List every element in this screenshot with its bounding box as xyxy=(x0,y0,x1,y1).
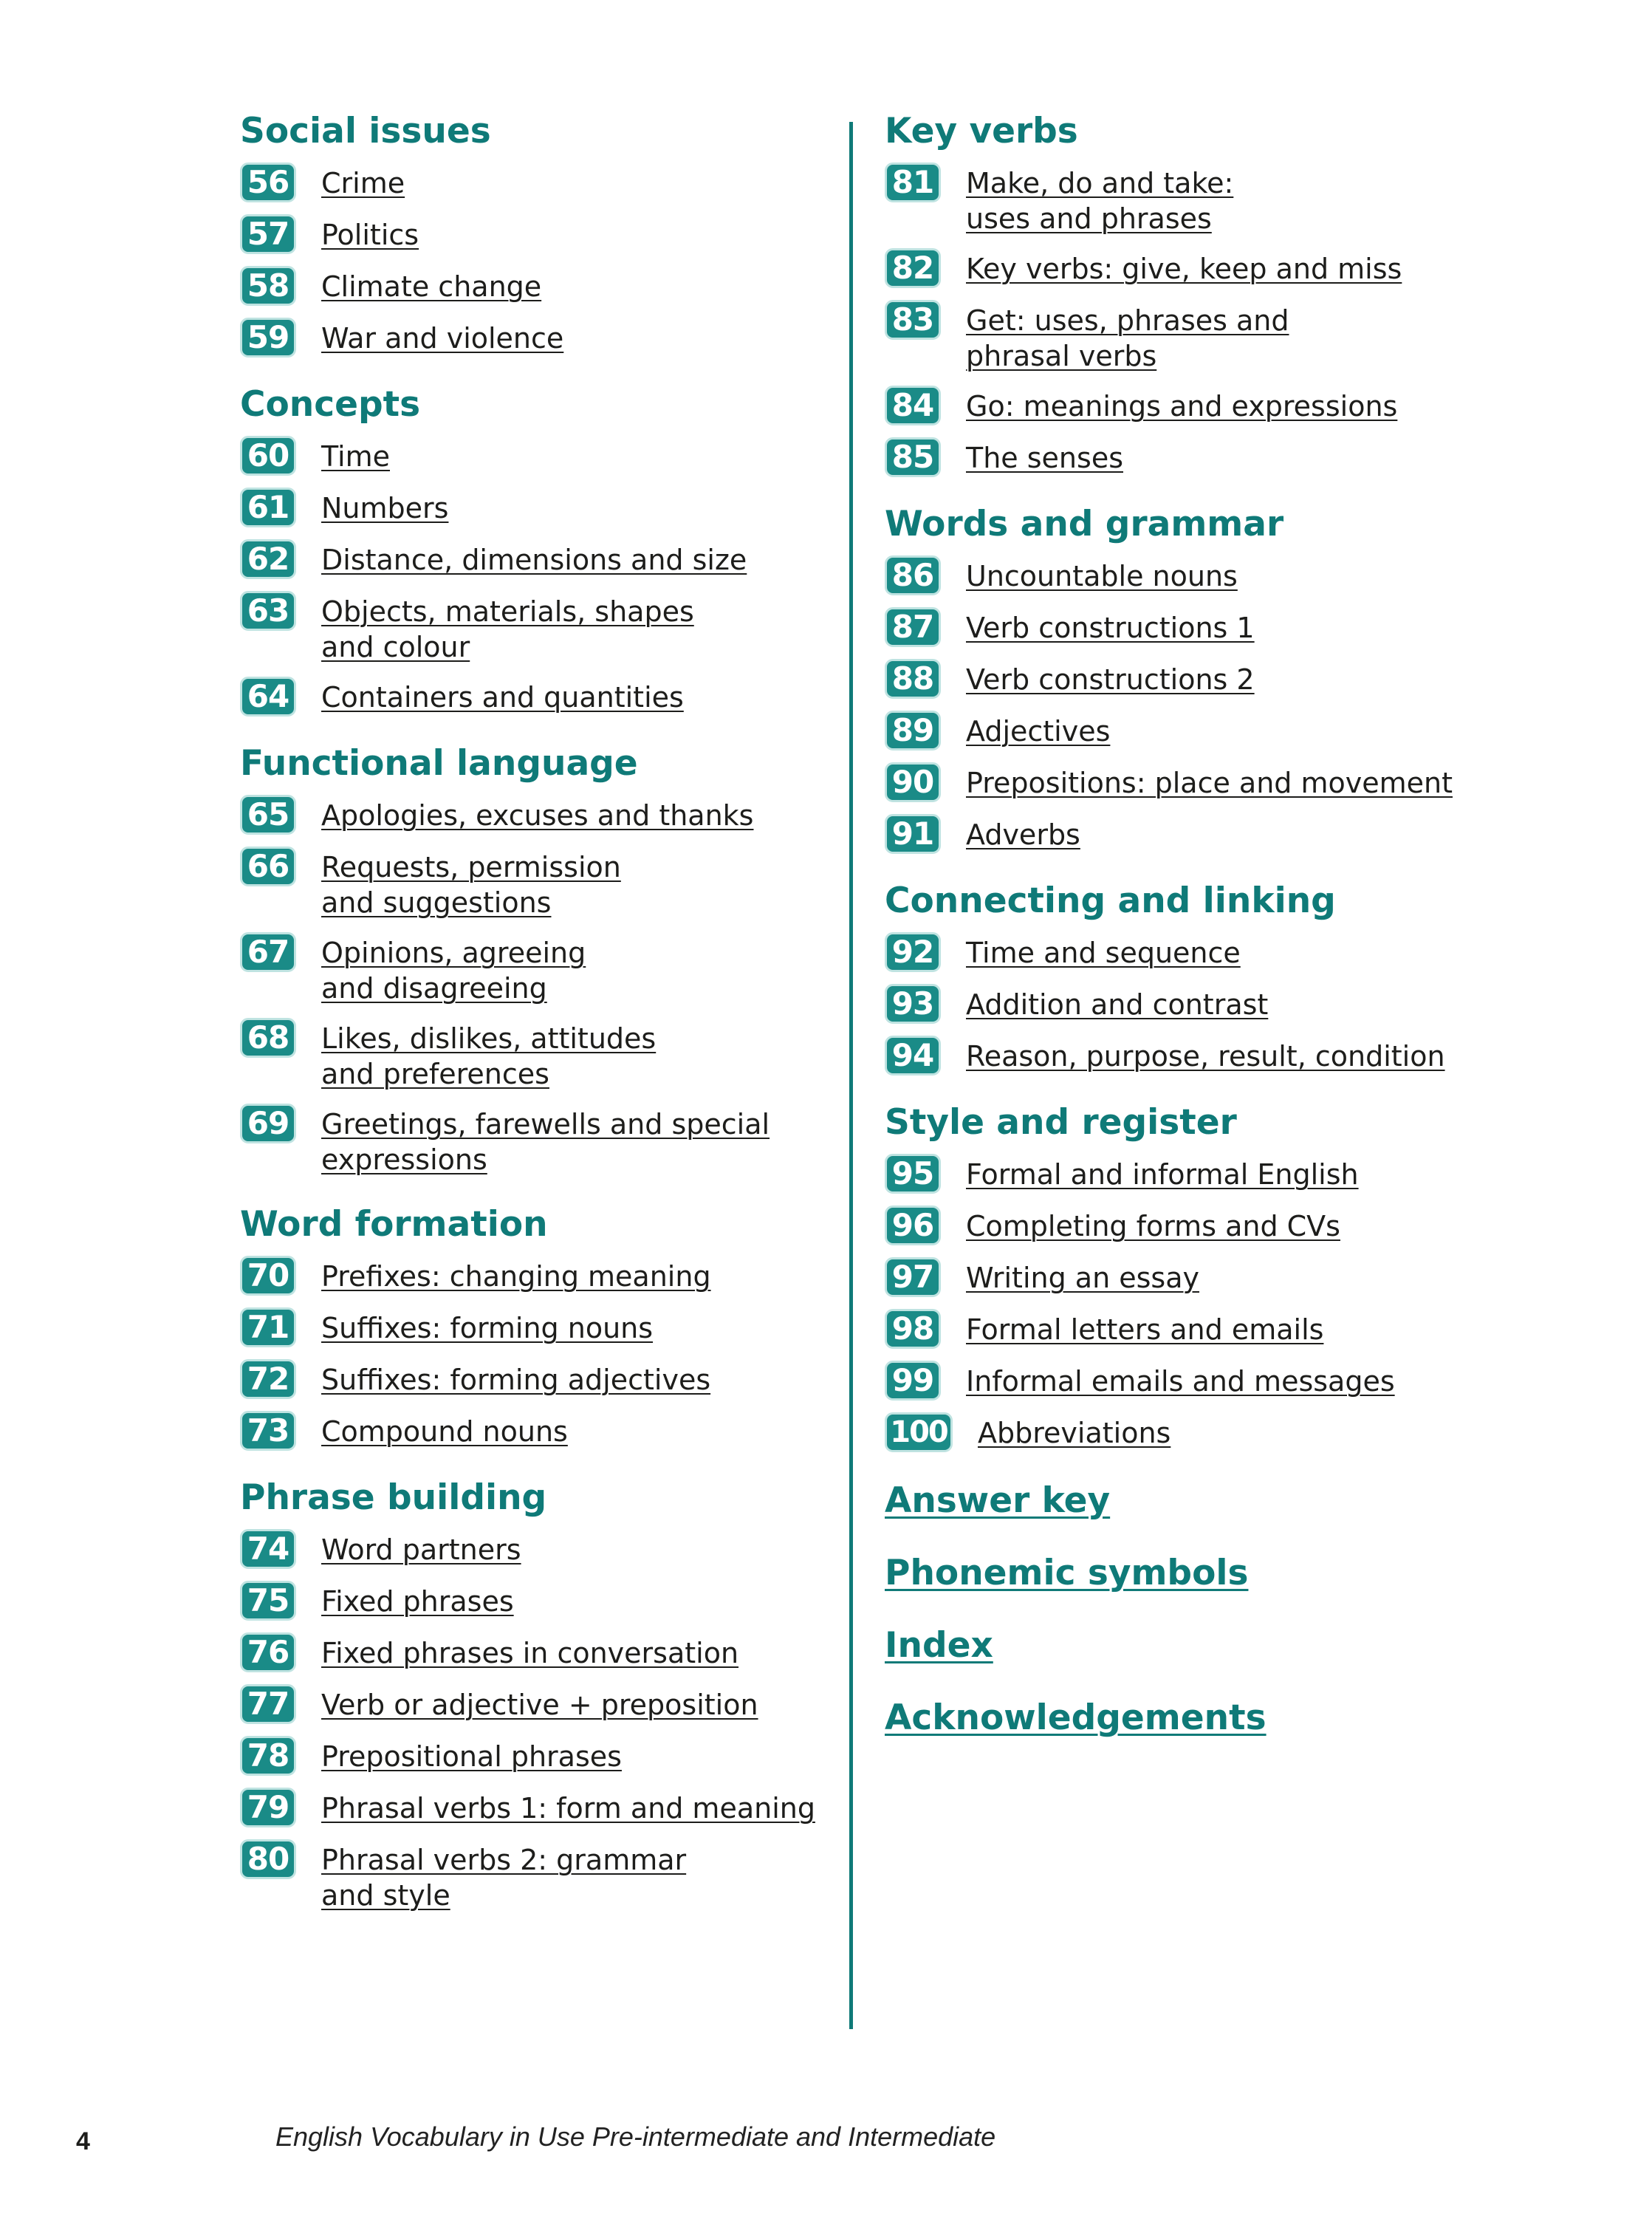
unit-title[interactable] xyxy=(321,436,390,474)
unit-title-line: Reason, purpose, result, condition xyxy=(966,1040,1445,1073)
unit-81-link[interactable] xyxy=(885,163,1476,236)
unit-title-line: Formal letters and emails xyxy=(966,1313,1324,1346)
unit-number-badge: 80 xyxy=(240,1839,296,1879)
unit-number-badge: 70 xyxy=(240,1256,296,1296)
unit-title-line: and preferences xyxy=(321,1058,549,1090)
unit-title-line: Suffixes: forming nouns xyxy=(321,1312,654,1344)
unit-title-line: Apologies, excuses and thanks xyxy=(321,799,754,832)
unit-number-badge: 82 xyxy=(885,248,941,288)
unit-number-badge: 93 xyxy=(885,984,941,1024)
unit-title-line: Adverbs xyxy=(966,818,1080,851)
unit-number-badge: 76 xyxy=(240,1632,296,1672)
unit-title-line: Verb or adjective + preposition xyxy=(321,1689,758,1721)
unit-63-link[interactable] xyxy=(240,591,831,665)
unit-title-line: Greetings, farewells and special xyxy=(321,1108,770,1141)
unit-title[interactable] xyxy=(966,1154,1359,1192)
unit-90-link[interactable] xyxy=(885,762,1476,802)
unit-number-badge: 74 xyxy=(240,1529,296,1569)
unit-number-badge: 92 xyxy=(885,932,941,972)
unit-title[interactable] xyxy=(966,555,1238,594)
unit-title-line: expressions xyxy=(321,1143,487,1176)
unit-title-line: Objects, materials, shapes xyxy=(321,595,694,628)
unit-title-line: Time and sequence xyxy=(966,937,1241,969)
unit-title-line: War and violence xyxy=(321,322,564,355)
unit-number-badge: 94 xyxy=(885,1036,941,1075)
unit-88-link[interactable] xyxy=(885,659,1476,699)
unit-75-link[interactable] xyxy=(240,1581,831,1621)
unit-60-link[interactable] xyxy=(240,436,831,476)
section-title: Style and register xyxy=(885,1102,1237,1143)
unit-title[interactable] xyxy=(321,1839,686,1913)
unit-title-line: Prepositions: place and movement xyxy=(966,767,1453,799)
unit-number-badge: 56 xyxy=(240,163,296,202)
unit-title-line: Completing forms and CVs xyxy=(966,1210,1340,1242)
unit-title-line: Phrasal verbs 2: grammar xyxy=(321,1844,687,1876)
unit-97-link[interactable] xyxy=(885,1257,1476,1297)
unit-title[interactable] xyxy=(321,591,694,665)
unit-title[interactable] xyxy=(321,163,405,201)
unit-title-line: Suffixes: forming adjectives xyxy=(321,1364,711,1396)
unit-title[interactable] xyxy=(321,847,621,920)
unit-number-badge: 68 xyxy=(240,1018,296,1058)
unit-title[interactable] xyxy=(321,266,541,304)
unit-title[interactable] xyxy=(321,1104,770,1177)
section-title: Phrase building xyxy=(240,1477,547,1518)
unit-title[interactable] xyxy=(966,932,1241,971)
unit-69-link[interactable] xyxy=(240,1104,831,1177)
unit-title[interactable] xyxy=(966,984,1268,1022)
unit-number-badge: 87 xyxy=(885,607,941,647)
unit-number-badge: 84 xyxy=(885,386,941,425)
unit-82-link[interactable] xyxy=(885,248,1476,288)
unit-title-line: Get: uses, phrases and xyxy=(966,304,1289,337)
unit-title[interactable] xyxy=(966,1361,1395,1399)
unit-98-link[interactable] xyxy=(885,1309,1476,1349)
contents-left-column xyxy=(240,111,831,1925)
unit-title-line: Key verbs: give, keep and miss xyxy=(966,253,1402,285)
unit-number-badge: 77 xyxy=(240,1684,296,1724)
unit-62-link[interactable] xyxy=(240,539,831,579)
unit-title-line: and style xyxy=(321,1879,450,1912)
unit-title[interactable] xyxy=(321,1529,521,1567)
unit-number-badge: 66 xyxy=(240,847,296,886)
unit-100-link[interactable] xyxy=(885,1412,1476,1452)
end-links xyxy=(885,1480,1476,1739)
unit-title-line: Adjectives xyxy=(966,715,1111,748)
unit-number-badge: 64 xyxy=(240,677,296,717)
unit-number-badge: 59 xyxy=(240,318,296,358)
unit-title[interactable] xyxy=(966,762,1453,801)
unit-title[interactable] xyxy=(321,795,753,833)
section-word-formation xyxy=(240,1204,831,1451)
unit-number-badge: 97 xyxy=(885,1257,941,1297)
unit-title-line: Prepositional phrases xyxy=(321,1740,622,1773)
contents-right-column xyxy=(885,111,1476,1770)
unit-title-line: and disagreeing xyxy=(321,972,547,1005)
section-title: Social issues xyxy=(240,111,491,151)
section-title: Connecting and linking xyxy=(885,880,1336,921)
unit-title-line: Prefixes: changing meaning xyxy=(321,1260,711,1293)
unit-67-link[interactable] xyxy=(240,932,831,1006)
unit-title[interactable] xyxy=(966,1206,1340,1244)
unit-title[interactable] xyxy=(321,539,747,578)
unit-78-link[interactable] xyxy=(240,1736,831,1776)
unit-title[interactable] xyxy=(966,814,1080,852)
unit-73-link[interactable] xyxy=(240,1411,831,1451)
unit-58-link[interactable] xyxy=(240,266,831,306)
unit-number-badge: 95 xyxy=(885,1154,941,1194)
unit-59-link[interactable] xyxy=(240,318,831,358)
unit-title-line: Politics xyxy=(321,219,419,251)
unit-title[interactable] xyxy=(321,1684,758,1723)
unit-title-line: and colour xyxy=(321,631,470,663)
unit-title-line: Climate change xyxy=(321,270,542,303)
section-phrase-building xyxy=(240,1477,831,1913)
unit-title[interactable] xyxy=(321,1632,738,1671)
unit-99-link[interactable] xyxy=(885,1361,1476,1401)
unit-title-line: Likes, dislikes, attitudes xyxy=(321,1022,657,1055)
unit-title[interactable] xyxy=(321,1359,710,1398)
column-divider xyxy=(849,122,853,2029)
section-title: Words and grammar xyxy=(885,504,1284,544)
unit-title-line: uses and phrases xyxy=(966,202,1212,235)
unit-title-line: Addition and contrast xyxy=(966,988,1269,1021)
unit-65-link[interactable] xyxy=(240,795,831,835)
unit-number-badge: 69 xyxy=(240,1104,296,1143)
unit-title[interactable] xyxy=(321,1411,568,1449)
unit-85-link[interactable] xyxy=(885,437,1476,477)
unit-number-badge: 96 xyxy=(885,1206,941,1245)
unit-number-badge: 62 xyxy=(240,539,296,579)
unit-title[interactable] xyxy=(966,659,1255,697)
unit-title-line: Compound nouns xyxy=(321,1415,568,1448)
right-sections xyxy=(885,111,1476,1452)
unit-79-link[interactable] xyxy=(240,1788,831,1827)
unit-title-line: The senses xyxy=(966,442,1123,474)
unit-title-line: Informal emails and messages xyxy=(966,1365,1395,1398)
unit-number-badge: 78 xyxy=(240,1736,296,1776)
link-acknowledgements[interactable]: Acknowledgements xyxy=(885,1697,1267,1738)
unit-title-line: Phrasal verbs 1: form and meaning xyxy=(321,1792,815,1825)
unit-66-link[interactable] xyxy=(240,847,831,920)
unit-95-link[interactable] xyxy=(885,1154,1476,1194)
unit-70-link[interactable] xyxy=(240,1256,831,1296)
unit-title[interactable] xyxy=(321,214,419,253)
unit-title[interactable] xyxy=(966,1309,1323,1347)
unit-76-link[interactable] xyxy=(240,1632,831,1672)
unit-number-badge: 65 xyxy=(240,795,296,835)
unit-title[interactable] xyxy=(966,711,1110,749)
unit-96-link[interactable] xyxy=(885,1206,1476,1245)
section-title: Functional language xyxy=(240,743,638,784)
unit-83-link[interactable] xyxy=(885,300,1476,374)
unit-title-line: Numbers xyxy=(321,492,449,524)
unit-number-badge: 57 xyxy=(240,214,296,254)
unit-title-line: Fixed phrases xyxy=(321,1585,514,1618)
section-concepts xyxy=(240,384,831,717)
unit-title-line: Fixed phrases in conversation xyxy=(321,1637,739,1669)
unit-title[interactable] xyxy=(966,1036,1445,1074)
unit-89-link[interactable] xyxy=(885,711,1476,750)
unit-number-badge: 100 xyxy=(885,1412,953,1452)
unit-87-link[interactable] xyxy=(885,607,1476,647)
unit-title-line: Writing an essay xyxy=(966,1262,1199,1294)
unit-title-line: Verb constructions 1 xyxy=(966,612,1255,644)
section-title: Concepts xyxy=(240,384,421,425)
unit-number-badge: 73 xyxy=(240,1411,296,1451)
unit-title-line: Uncountable nouns xyxy=(966,560,1238,592)
unit-title[interactable] xyxy=(966,1257,1199,1296)
section-words-and-grammar xyxy=(885,504,1476,854)
unit-number-badge: 58 xyxy=(240,266,296,306)
unit-title-line: Crime xyxy=(321,167,405,199)
unit-84-link[interactable] xyxy=(885,386,1476,425)
unit-title-line: Requests, permission xyxy=(321,851,621,883)
unit-number-badge: 67 xyxy=(240,932,296,972)
unit-64-link[interactable] xyxy=(240,677,831,717)
unit-title[interactable] xyxy=(321,1788,815,1826)
unit-title-line: Containers and quantities xyxy=(321,681,684,714)
unit-title[interactable] xyxy=(321,318,563,356)
unit-number-badge: 75 xyxy=(240,1581,296,1621)
unit-86-link[interactable] xyxy=(885,555,1476,595)
unit-title-line: Distance, dimensions and size xyxy=(321,544,747,576)
unit-title-line: Abbreviations xyxy=(978,1417,1171,1449)
unit-number-badge: 60 xyxy=(240,436,296,476)
link-answer-key[interactable]: Answer key xyxy=(885,1480,1111,1521)
unit-92-link[interactable] xyxy=(885,932,1476,972)
unit-title-line: Go: meanings and expressions xyxy=(966,390,1398,423)
unit-number-badge: 85 xyxy=(885,437,941,477)
unit-title[interactable] xyxy=(966,248,1402,287)
unit-title-line: Opinions, agreeing xyxy=(321,937,586,969)
unit-title-line: phrasal verbs xyxy=(966,340,1157,372)
unit-title[interactable] xyxy=(321,1018,656,1092)
unit-61-link[interactable] xyxy=(240,488,831,527)
unit-71-link[interactable] xyxy=(240,1307,831,1347)
section-social-issues xyxy=(240,111,831,358)
link-phonemic-symbols[interactable]: Phonemic symbols xyxy=(885,1553,1249,1593)
unit-title[interactable] xyxy=(321,677,684,715)
section-style-and-register xyxy=(885,1102,1476,1452)
unit-94-link[interactable] xyxy=(885,1036,1476,1075)
unit-number-badge: 71 xyxy=(240,1307,296,1347)
unit-number-badge: 86 xyxy=(885,555,941,595)
unit-title[interactable] xyxy=(966,163,1233,236)
page-number: 4 xyxy=(76,2127,90,2155)
unit-title[interactable] xyxy=(321,488,448,526)
section-title: Key verbs xyxy=(885,111,1078,151)
section-connecting-and-linking xyxy=(885,880,1476,1075)
unit-68-link[interactable] xyxy=(240,1018,831,1092)
link-index[interactable]: Index xyxy=(885,1625,993,1666)
unit-number-badge: 61 xyxy=(240,488,296,527)
unit-title[interactable] xyxy=(966,607,1255,646)
unit-number-badge: 99 xyxy=(885,1361,941,1401)
unit-80-link[interactable] xyxy=(240,1839,831,1913)
unit-number-badge: 83 xyxy=(885,300,941,340)
section-title: Word formation xyxy=(240,1204,548,1245)
unit-number-badge: 88 xyxy=(885,659,941,699)
unit-title-line: Time xyxy=(321,440,390,473)
footer-book-title: English Vocabulary in Use Pre-intermediate and Intermediate xyxy=(275,2121,996,2152)
section-key-verbs xyxy=(885,111,1476,477)
unit-title[interactable] xyxy=(978,1412,1171,1451)
unit-number-badge: 90 xyxy=(885,762,941,802)
unit-number-badge: 98 xyxy=(885,1309,941,1349)
unit-74-link[interactable] xyxy=(240,1529,831,1569)
unit-number-badge: 79 xyxy=(240,1788,296,1827)
unit-number-badge: 91 xyxy=(885,814,941,854)
unit-title-line: Verb constructions 2 xyxy=(966,663,1255,696)
unit-77-link[interactable] xyxy=(240,1684,831,1724)
unit-title[interactable] xyxy=(321,1256,711,1294)
unit-number-badge: 63 xyxy=(240,591,296,631)
unit-title[interactable] xyxy=(966,300,1289,374)
unit-57-link[interactable] xyxy=(240,214,831,254)
unit-56-link[interactable] xyxy=(240,163,831,202)
unit-title-line: Word partners xyxy=(321,1533,521,1566)
unit-number-badge: 72 xyxy=(240,1359,296,1399)
unit-91-link[interactable] xyxy=(885,814,1476,854)
section-functional-language xyxy=(240,743,831,1177)
unit-title[interactable] xyxy=(321,1581,514,1619)
unit-title[interactable] xyxy=(966,437,1123,476)
unit-title[interactable] xyxy=(321,1736,622,1774)
unit-title[interactable] xyxy=(966,386,1397,424)
unit-title[interactable] xyxy=(321,932,586,1006)
unit-title[interactable] xyxy=(321,1307,653,1346)
unit-title-line: and suggestions xyxy=(321,886,552,919)
unit-72-link[interactable] xyxy=(240,1359,831,1399)
unit-number-badge: 81 xyxy=(885,163,941,202)
unit-93-link[interactable] xyxy=(885,984,1476,1024)
unit-title-line: Make, do and take: xyxy=(966,167,1234,199)
unit-title-line: Formal and informal English xyxy=(966,1158,1359,1191)
unit-number-badge: 89 xyxy=(885,711,941,750)
